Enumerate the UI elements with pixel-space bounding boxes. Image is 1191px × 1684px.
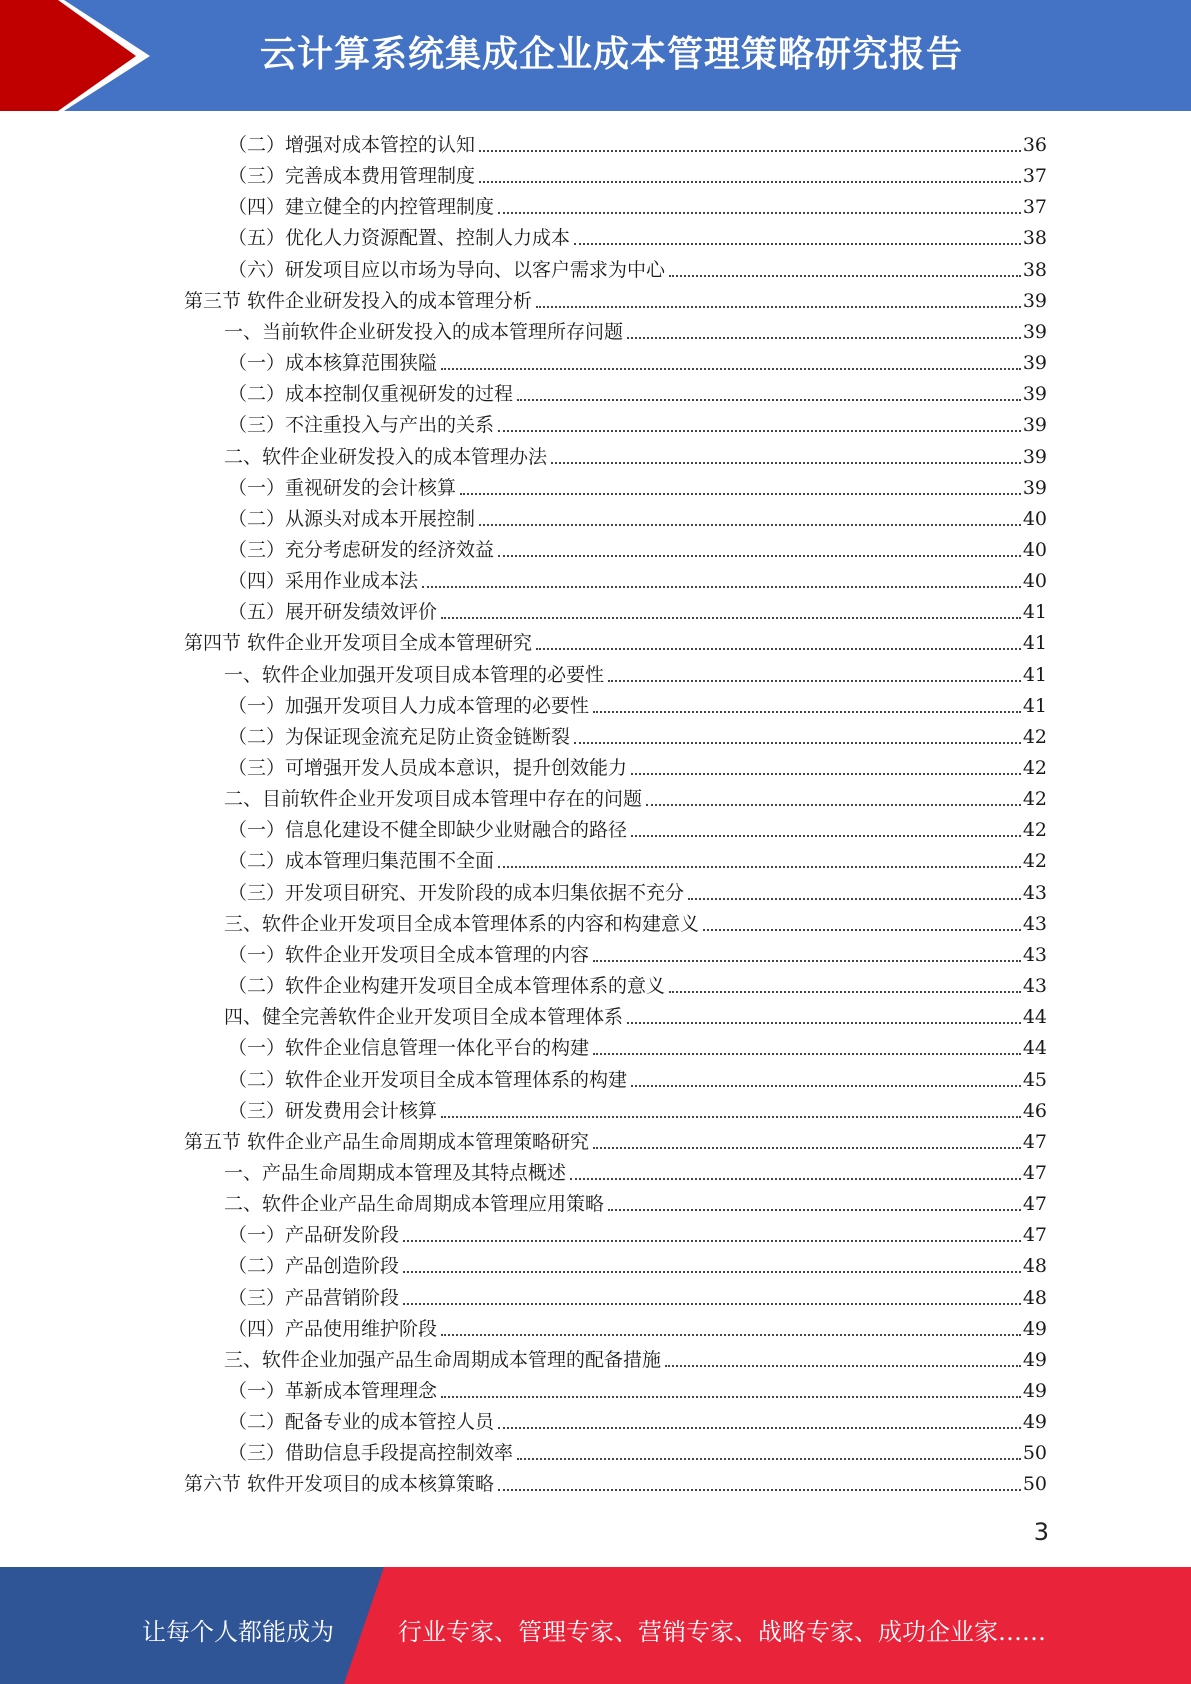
toc-entry[interactable] <box>228 345 1047 376</box>
toc-entry[interactable] <box>184 283 1047 314</box>
toc-entry-page: 41 <box>1022 694 1047 717</box>
toc-entry-page: 43 <box>1022 975 1047 998</box>
toc-dot-leader <box>441 1396 1021 1398</box>
toc-entry-page: 36 <box>1022 134 1047 156</box>
toc-entry-page: 49 <box>1022 1348 1047 1371</box>
toc-entry-title: （三）充分考虑研发的经济效益 <box>228 538 495 561</box>
toc-entry-page: 41 <box>1022 663 1047 686</box>
toc-entry-title: （一）软件企业开发项目全成本管理的内容 <box>228 943 590 966</box>
toc-entry[interactable] <box>224 657 1047 688</box>
toc-entry-title: （二）从源头对成本开展控制 <box>228 507 476 530</box>
toc-entry[interactable] <box>228 563 1047 594</box>
toc-entry-page: 47 <box>1022 1224 1047 1247</box>
toc-entry[interactable] <box>228 1373 1047 1404</box>
toc-entry[interactable] <box>224 314 1047 345</box>
toc-entry-title: （一）信息化建设不健全即缺少业财融合的路径 <box>228 819 628 842</box>
toc-entry-title: 第四节 软件企业开发项目全成本管理研究 <box>184 632 533 655</box>
footer-slogan-left: 让每个人都能成为 <box>142 1618 334 1646</box>
toc-entry-page: 49 <box>1022 1411 1047 1434</box>
toc-entry[interactable] <box>228 875 1047 906</box>
toc-entry-page: 43 <box>1022 881 1047 904</box>
toc-entry-page: 41 <box>1022 632 1047 655</box>
toc-entry-page: 42 <box>1022 850 1047 873</box>
toc-entry[interactable] <box>228 532 1047 563</box>
toc-dot-leader <box>498 430 1021 432</box>
toc-entry-title: 三、软件企业开发项目全成本管理体系的内容和构建意义 <box>224 912 700 935</box>
toc-entry[interactable] <box>224 999 1047 1030</box>
toc-entry[interactable] <box>228 812 1047 843</box>
toc-entry-title: （二）软件企业构建开发项目全成本管理体系的意义 <box>228 975 666 998</box>
toc-dot-leader <box>498 555 1021 557</box>
toc-entry-title: （二）为保证现金流充足防止资金链断裂 <box>228 725 571 748</box>
toc-entry-page: 40 <box>1022 507 1047 530</box>
toc-dot-leader <box>593 1053 1021 1055</box>
toc-entry-page: 39 <box>1022 352 1047 375</box>
toc-dot-leader <box>646 804 1021 806</box>
toc-entry-page: 42 <box>1022 788 1047 811</box>
toc-dot-leader <box>479 524 1021 526</box>
toc-entry-page: 40 <box>1022 538 1047 561</box>
toc-dot-leader <box>441 1334 1021 1336</box>
toc-dot-leader <box>665 1365 1021 1367</box>
toc-entry[interactable] <box>184 1466 1047 1497</box>
toc-entry-title: （一）加强开发项目人力成本管理的必要性 <box>228 694 590 717</box>
toc-dot-leader <box>631 1085 1021 1087</box>
toc-entry[interactable] <box>228 1311 1047 1342</box>
toc-entry-page: 39 <box>1022 414 1047 437</box>
toc-dot-leader <box>593 1147 1021 1149</box>
toc-entry-title: （二）成本管理归集范围不全面 <box>228 850 495 873</box>
toc-entry-title: （二）增强对成本管控的认知 <box>228 134 476 156</box>
toc-dot-leader <box>631 773 1021 775</box>
toc-entry-page: 39 <box>1022 445 1047 468</box>
toc-dot-leader <box>403 1271 1021 1273</box>
footer-slogan-right: 行业专家、管理专家、营销专家、战略专家、成功企业家…… <box>398 1618 1046 1646</box>
toc-entry-page: 37 <box>1022 196 1047 219</box>
toc-entry[interactable] <box>228 407 1047 438</box>
toc-entry[interactable] <box>228 127 1047 158</box>
toc-entry-title: （二）成本控制仅重视研发的过程 <box>228 383 514 406</box>
toc-entry-title: （二）产品创造阶段 <box>228 1255 400 1278</box>
toc-entry-title: 第六节 软件开发项目的成本核算策略 <box>184 1473 495 1496</box>
toc-entry-title: （三）产品营销阶段 <box>228 1286 400 1309</box>
toc-entry[interactable] <box>228 843 1047 874</box>
toc-entry-page: 46 <box>1022 1099 1047 1122</box>
toc-entry-title: （二）软件企业开发项目全成本管理体系的构建 <box>228 1068 628 1091</box>
toc-entry-title: （一）重视研发的会计核算 <box>228 476 457 499</box>
toc-entry-page: 43 <box>1022 943 1047 966</box>
toc-entry-title: 四、健全完善软件企业开发项目全成本管理体系 <box>224 1006 624 1029</box>
toc-entry-title: （五）展开研发绩效评价 <box>228 601 438 624</box>
toc-entry[interactable] <box>228 719 1047 750</box>
toc-dot-leader <box>608 1209 1021 1211</box>
toc-dot-leader <box>403 1303 1021 1305</box>
toc-dot-leader <box>608 680 1021 682</box>
toc-dot-leader <box>574 742 1021 744</box>
toc-dot-leader <box>441 368 1021 370</box>
header-red-chevron <box>0 0 136 111</box>
toc-entry-page: 49 <box>1022 1317 1047 1340</box>
toc-entry[interactable] <box>184 625 1047 656</box>
toc-entry-page: 44 <box>1022 1037 1047 1060</box>
toc-entry-title: （一）产品研发阶段 <box>228 1224 400 1247</box>
toc-dot-leader <box>517 1458 1021 1460</box>
toc-entry-title: （三）完善成本费用管理制度 <box>228 165 476 188</box>
toc-dot-leader <box>570 1178 1021 1180</box>
toc-entry[interactable] <box>228 1280 1047 1311</box>
toc-dot-leader <box>441 1116 1021 1118</box>
toc-dot-leader <box>460 493 1021 495</box>
toc-entry[interactable] <box>228 1248 1047 1279</box>
toc-entry[interactable] <box>224 1342 1047 1373</box>
toc-entry-title: （一）革新成本管理理念 <box>228 1380 438 1402</box>
toc-dot-leader <box>703 929 1021 931</box>
toc-entry-title: （五）优化人力资源配置、控制人力成本 <box>228 227 571 250</box>
toc-entry[interactable] <box>228 1217 1047 1248</box>
toc-dot-leader <box>403 1240 1021 1242</box>
toc-entry[interactable] <box>228 470 1047 501</box>
toc-dot-leader <box>536 306 1021 308</box>
toc-entry-page: 40 <box>1022 570 1047 593</box>
toc-dot-leader <box>631 835 1021 837</box>
toc-entry-page: 50 <box>1022 1473 1047 1496</box>
toc-entry[interactable] <box>228 252 1047 283</box>
toc-entry-title: 三、软件企业加强产品生命周期成本管理的配备措施 <box>224 1348 662 1371</box>
toc-entry-page: 42 <box>1022 757 1047 779</box>
toc-entry-page: 50 <box>1022 1442 1047 1465</box>
page-number: 3 <box>1033 1518 1049 1546</box>
toc-entry-page: 38 <box>1022 227 1047 250</box>
toc-dot-leader <box>498 1489 1021 1491</box>
toc-dot-leader <box>479 181 1021 183</box>
toc-entry-title: 二、软件企业产品生命周期成本管理应用策略 <box>224 1193 605 1216</box>
toc-dot-leader <box>422 586 1021 588</box>
toc-entry[interactable] <box>228 1093 1047 1124</box>
toc-entry-page: 39 <box>1022 383 1047 406</box>
toc-dot-leader <box>593 960 1021 962</box>
toc-entry-page: 48 <box>1022 1286 1047 1309</box>
toc-entry-title: （六）研发项目应以市场为导向、以客户需求为中心 <box>228 258 666 281</box>
toc-entry-page: 42 <box>1022 819 1047 842</box>
toc-entry-title: 二、软件企业研发投入的成本管理办法 <box>224 445 548 468</box>
page-footer <box>0 1567 1191 1684</box>
toc-entry-page: 39 <box>1022 476 1047 499</box>
toc-dot-leader <box>517 399 1021 401</box>
toc-entry-page: 45 <box>1022 1068 1047 1091</box>
toc-entry-page: 44 <box>1022 1006 1047 1029</box>
toc-entry-title: 二、目前软件企业开发项目成本管理中存在的问题 <box>224 788 643 811</box>
toc-dot-leader <box>441 617 1021 619</box>
toc-entry[interactable] <box>228 220 1047 251</box>
toc-entry-title: 一、软件企业加强开发项目成本管理的必要性 <box>224 663 605 686</box>
toc-entry-title: （三）研发费用会计核算 <box>228 1099 438 1122</box>
toc-entry[interactable] <box>228 750 1047 781</box>
toc-dot-leader <box>627 337 1021 339</box>
toc-entry-title: （四）采用作业成本法 <box>228 570 419 593</box>
toc-entry-title: （三）借助信息手段提高控制效率 <box>228 1442 514 1465</box>
toc-entry[interactable] <box>224 1155 1047 1186</box>
toc-entry[interactable] <box>228 189 1047 220</box>
toc-entry-page: 47 <box>1022 1130 1047 1153</box>
toc-entry-title: 一、当前软件企业研发投入的成本管理所存问题 <box>224 320 624 343</box>
toc-entry[interactable] <box>228 1404 1047 1435</box>
toc-entry[interactable] <box>228 501 1047 532</box>
toc-entry-page: 48 <box>1022 1255 1047 1278</box>
toc-dot-leader <box>593 711 1021 713</box>
toc-dot-leader <box>479 150 1021 152</box>
toc-entry-page: 39 <box>1022 289 1047 312</box>
toc-dot-leader <box>498 212 1021 214</box>
toc-entry[interactable] <box>224 439 1047 470</box>
toc-entry-page: 47 <box>1022 1161 1047 1184</box>
toc-entry[interactable] <box>224 1186 1047 1217</box>
toc-entry[interactable] <box>228 968 1047 999</box>
toc-entry-title: 一、产品生命周期成本管理及其特点概述 <box>224 1161 567 1184</box>
toc-dot-leader <box>498 866 1021 868</box>
toc-entry-title: （二）配备专业的成本管控人员 <box>228 1411 495 1434</box>
toc-entry-page: 39 <box>1022 320 1047 343</box>
toc-entry-title: （一）软件企业信息管理一体化平台的构建 <box>228 1037 590 1060</box>
toc-entry-title: （三）开发项目研究、开发阶段的成本归集依据不充分 <box>228 881 685 904</box>
toc-dot-leader <box>669 275 1021 277</box>
toc-dot-leader <box>574 243 1021 245</box>
toc-entry[interactable] <box>228 1062 1047 1093</box>
toc-dot-leader <box>498 1427 1021 1429</box>
toc-entry[interactable] <box>228 158 1047 189</box>
toc-entry-title: （一）成本核算范围狭隘 <box>228 352 438 375</box>
toc-dot-leader <box>688 898 1021 900</box>
toc-entry-title: （四）建立健全的内控管理制度 <box>228 196 495 219</box>
toc-entry-title: （四）产品使用维护阶段 <box>228 1317 438 1340</box>
toc-entry[interactable] <box>228 1030 1047 1061</box>
document-title: 云计算系统集成企业成本管理策略研究报告 <box>260 34 964 75</box>
toc-entry[interactable] <box>228 376 1047 407</box>
toc-dot-leader <box>669 991 1021 993</box>
toc-entry[interactable] <box>228 594 1047 625</box>
toc-entry-title: （三）不注重投入与产出的关系 <box>228 414 495 437</box>
toc-entry-page: 47 <box>1022 1193 1047 1216</box>
toc-entry-title: 第三节 软件企业研发投入的成本管理分析 <box>184 289 533 312</box>
toc-entry[interactable] <box>224 906 1047 937</box>
toc-entry-page: 43 <box>1022 912 1047 935</box>
toc-entry-page: 41 <box>1022 601 1047 624</box>
toc-entry[interactable] <box>228 937 1047 968</box>
toc-entry[interactable] <box>184 1124 1047 1155</box>
toc-dot-leader <box>627 1022 1021 1024</box>
toc-dot-leader <box>536 648 1021 650</box>
toc-entry-title: 第五节 软件企业产品生命周期成本管理策略研究 <box>184 1130 590 1153</box>
toc-entry-page: 49 <box>1022 1380 1047 1402</box>
toc-entry[interactable] <box>224 781 1047 812</box>
toc-entry-page: 37 <box>1022 165 1047 188</box>
page-header <box>0 0 1191 111</box>
toc-entry[interactable] <box>228 688 1047 719</box>
toc-entry-title: （三）可增强开发人员成本意识，提升创效能力 <box>228 757 628 779</box>
toc-entry[interactable] <box>228 1435 1047 1466</box>
toc-entry-page: 42 <box>1022 725 1047 748</box>
toc-dot-leader <box>551 462 1021 464</box>
toc-entry-page: 38 <box>1022 258 1047 281</box>
